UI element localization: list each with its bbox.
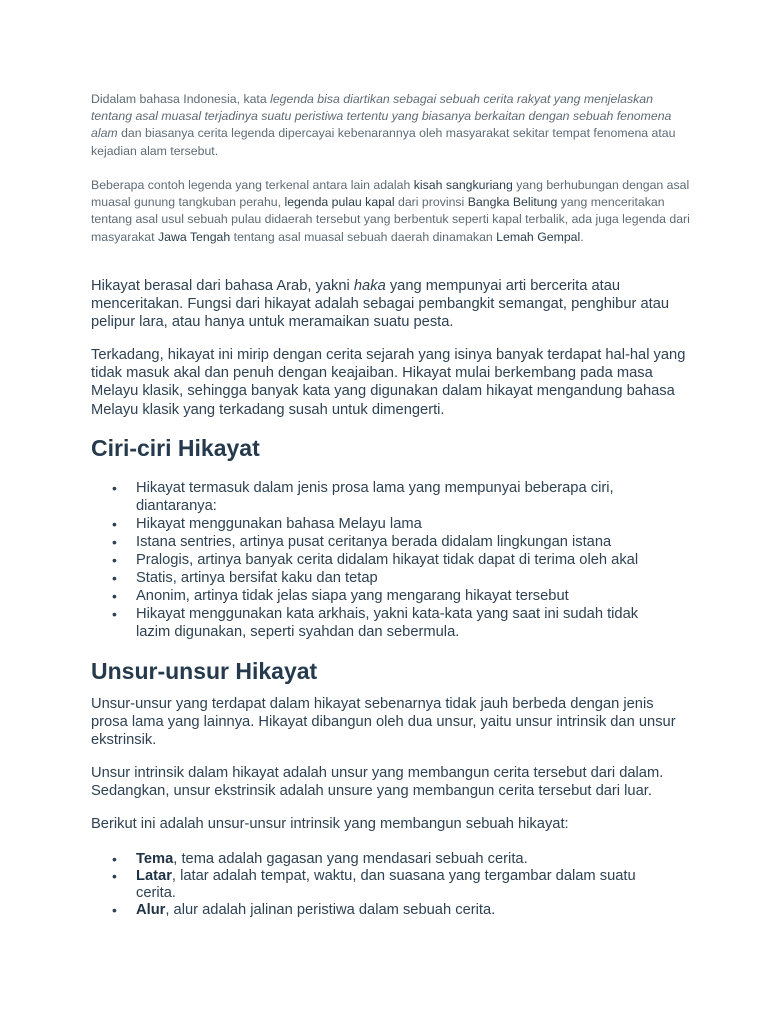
intro-text: yang menceritakan tentang asal usul sebuah pulau didaerah tersebut yang berbentuk seperti kapal terbalik, ada juga legenda dari masyarakat [91, 195, 690, 244]
list-item: • Pralogis, artinya banyak cerita didalam hikayat tidak dapat di terima oleh akal [91, 551, 671, 569]
intro-text: dari provinsi [394, 195, 468, 210]
link-bangka-belitung[interactable]: Bangka Belitung [467, 195, 558, 210]
list-item [91, 868, 671, 902]
term-description: , latar adalah tempat, waktu, dan suasana yang tergambar dalam suatu cerita. [136, 868, 636, 901]
intro-text: yang berhubungan dengan asal muasal gunung tangkuban perahu, [91, 178, 690, 210]
heading-ciri-ciri-hikayat: Ciri-ciri Hikayat [91, 435, 260, 461]
intro-text: Didalam bahasa Indonesia, kata [91, 92, 271, 106]
term-label: Tema [136, 851, 174, 867]
body-paragraph-asal-hikayat [91, 277, 691, 332]
list-item [91, 902, 671, 919]
list-item: • Istana sentries, artinya pusat ceritanya berada didalam lingkungan istana [91, 533, 671, 551]
link-legenda-pulau-kapal[interactable]: legenda pulau kapal [284, 195, 395, 210]
list-item: • Anonim, artinya tidak jelas siapa yang mengarang hikayat tersebut [91, 587, 671, 605]
term-label: Alur [136, 902, 166, 918]
intro-paragraph-examples [91, 177, 691, 246]
body-text: yang mempunyai arti bercerita atau menceritakan. Fungsi dari hikayat adalah sebagai pembangkit semangat, penghibur atau pelipur lara, atau hanya untuk meramaikan suatu pesta. [91, 278, 670, 331]
link-kisah-sangkuriang[interactable]: kisah sangkuriang [413, 178, 513, 192]
list-item: • Statis, artinya bersifat kaku dan tetap [91, 569, 671, 587]
ciri-list [91, 479, 671, 641]
unsur-terms-list [91, 851, 671, 919]
link-lemah-gempal[interactable]: Lemah Gempal [496, 229, 581, 244]
link-jawa-tengah[interactable]: Jawa Tengah [157, 229, 231, 244]
intro-italic-definition: legenda bisa diartikan sebagai sebuah cerita rakyat yang menjelaskan tentang asal muasal terjadinya suatu peristiwa tertentu yang biasanya berkaitan dengan sebuah fenomena alam [91, 92, 672, 141]
intro-text: dan biasanya cerita legenda dipercayai kebenarannya oleh masyarakat sekitar tempat fenomena atau kejadian alam tersebut. [91, 126, 676, 158]
term-label: Latar [136, 868, 172, 884]
intro-text: . [580, 229, 584, 244]
body-italic-haka: haka [353, 278, 386, 294]
term-description: , tema adalah gagasan yang mendasari sebuah cerita. [173, 851, 528, 867]
body-paragraph-unsur-list-intro: Berikut ini adalah unsur-unsur intrinsik yang membangun sebuah hikayat: [91, 816, 569, 832]
heading-unsur-unsur-hikayat: Unsur-unsur Hikayat [91, 658, 318, 684]
term-description: , alur adalah jalinan peristiwa dalam sebuah cerita. [165, 902, 496, 918]
intro-text: Beberapa contoh legenda yang terkenal antara lain adalah [91, 178, 414, 192]
intro-paragraph-legenda [91, 91, 691, 160]
list-item: • Hikayat menggunakan bahasa Melayu lama [91, 515, 671, 533]
body-paragraph-intrinsik-ekstrinsik: Unsur intrinsik dalam hikayat adalah unsur yang membangun cerita tersebut dari dalam. Sedangkan, unsur ekstrinsik adalah unsure yang membangun cerita tersebut dari luar. [91, 765, 664, 800]
list-item: • Hikayat termasuk dalam jenis prosa lama yang mempunyai beberapa ciri, diantaranya: [91, 479, 671, 515]
body-paragraph-unsur-intro: Unsur-unsur yang terdapat dalam hikayat sebenarnya tidak jauh berbeda dengan jenis prosa lama yang lainnya. Hikayat dibangun oleh dua unsur, yaitu unsur intrinsik dan unsur ekstrinsik. [91, 696, 676, 749]
list-item: • Hikayat menggunakan kata arkhais, yakni kata-kata yang saat ini sudah tidak lazim digunakan, seperti syahdan dan sebermula. [91, 605, 671, 641]
body-paragraph-sejarah: Terkadang, hikayat ini mirip dengan cerita sejarah yang isinya banyak terdapat hal-hal yang tidak masuk akal dan penuh dengan keajaiban. Hikayat mulai berkembang pada masa Melayu klasik, sehingga banyak kata yang digunakan dalam hikayat mengandung bahasa Melayu klasik yang terkadang susah untuk dimengerti. [91, 347, 686, 418]
list-item [91, 851, 671, 868]
body-text: Hikayat berasal dari bahasa Arab, yakni [91, 278, 354, 294]
intro-text: tentang asal muasal sebuah daerah dinamakan [230, 229, 497, 244]
